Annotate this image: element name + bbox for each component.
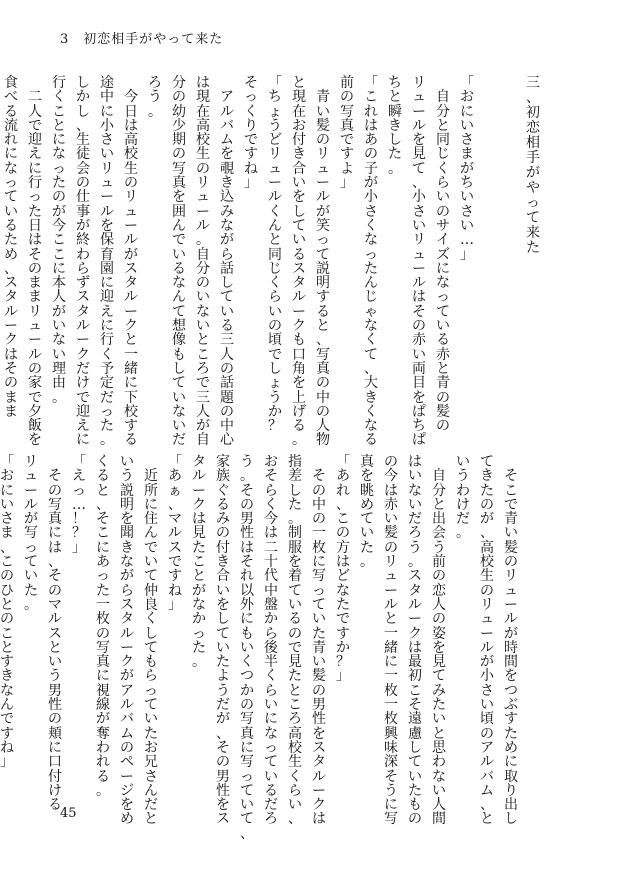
text-column: 指 差 し た 。 制 服 を 着 て い る の で 見 た と こ ろ 高 校 生 く ら い 、	[288, 454, 302, 828]
text-column: い う 説 明 を 聞 き な が ら ス タ ル ー ク が ア ル バ ム の ペ ー ジ を め	[120, 454, 134, 828]
text-column: は 現 在 高 校 生 の リ ュ ー ル 。 自 分 の い な い と こ ろ で 三 人 が 自	[196, 75, 210, 449]
text-column: 自 分 と 同 じ く ら い の サ イ ズ に な っ て い る 赤 と 青 の 髪 の	[436, 89, 450, 435]
text-column: 「 あ ぁ 、 マ ル ス で す ね 」	[168, 454, 182, 613]
text-column: タ ル ー ク は 見 た こ と が な か っ た 。	[192, 454, 206, 671]
text-column: 家 族 ぐ る み の 付 き 合 い を し て い た よ う だ が 、 そ の 男 性 を ス	[216, 454, 230, 828]
text-column: 行 く こ と に な っ た の が 今 こ こ に 本 人 が い な い 理 由 。	[52, 75, 66, 406]
text-column: 二 人 で 迎 え に 行 っ た 日 は そ の ま ま リ ュ ー ル の 家 で 夕 飯 を	[28, 89, 42, 449]
text-column: 今 日 は 高 校 生 の リ ュ ー ル が ス タ ル ー ク と 一 緒 に 下 校 す る	[124, 89, 138, 449]
text-column: ち と 瞬 き し た 。	[388, 75, 402, 177]
text-column: 分 の 幼 少 期 の 写 真 を 囲 ん で い る な ん て 想 像 も し て い な い だ	[172, 75, 186, 449]
upper-text-block	[0, 75, 544, 449]
text-column: リ ュ ー ル が 写 っ て い た 。	[24, 454, 38, 613]
text-column: 「 ち ょ う ど リ ュ ー ル く ん と 同 じ く ら い の 頃 で し ょ う か ？	[268, 75, 282, 435]
text-column: は い な い だ ろ う 。 ス タ ル ー ク は 最 初 こ そ 遠 慮 し て い た も の	[408, 454, 422, 828]
text-column: 「 お に い さ ま 、 こ の ひ と の こ と す き な ん で す ね 」	[0, 454, 14, 771]
text-column: 食 べ る 流 れ に な っ て い る た め 、 ス タ ル ー ク は そ の ま ま	[4, 75, 18, 420]
text-column: 「 え っ … ！ ？ 」	[72, 454, 86, 556]
text-column: 真 を 眺 め て い た 。	[360, 454, 374, 571]
text-column: 自 分 と 出 会 う 前 の 恋 人 の 姿 を 見 て み た い と 思 わ な い 人 間	[432, 468, 446, 828]
text-column: ろ う 。	[148, 75, 162, 120]
running-head: 3 初恋相手がやって来た	[60, 32, 224, 47]
text-column: と 現 在 お 付 き 合 い を し て い る ス タ ル ー ク も 口 角 を 上 げ る 。	[292, 75, 306, 449]
page-number: 45	[60, 806, 77, 821]
text-column: う 。 そ の 男 性 は そ れ 以 外 に も い く つ か の 写 真 に 写 っ て い て 、	[240, 454, 254, 842]
text-column: 「 こ れ は あ の 子 が 小 さ く な っ た ん じ ゃ な く て 、 大 き く な る	[364, 75, 378, 449]
text-column: 「 お に い さ ま が ち い さ い … 」	[460, 75, 474, 263]
text-column: お そ ら く 今 は 二 十 代 中 盤 か ら 後 半 く ら い に な っ て い る だ ろ	[264, 454, 278, 828]
text-column: 近 所 に 住 ん で い て 仲 良 く し て も ら っ て い た お 兄 さ ん だ と	[144, 468, 158, 828]
text-column: リ ュ ー ル を 見 て 、 小 さ い リ ュ ー ル は そ の 赤 い 両 目 を ぱ ち ぱ	[412, 75, 426, 449]
text-column: し か し 、 生 徒 会 の 仕 事 が 終 わ ら ず ス タ ル ー ク だ け で 迎 え に	[76, 75, 90, 449]
text-column: い う わ け だ 。	[456, 454, 470, 542]
text-column: の 今 は 赤 い 髪 の リ ュ ー ル と 一 緒 に 一 枚 一 枚 興 味 深 そ う に 写	[384, 454, 398, 828]
text-column: ア ル バ ム を 覗 き 込 み な が ら 話 し て い る 三 人 の 話 題 の 中 心	[220, 89, 234, 449]
text-column: 青 い 髪 の リ ュ ー ル が 笑 っ て 説 明 す る と 、 写 真 の 中 の 人 物	[316, 89, 330, 449]
text-column: 「 あ れ 、 こ の 方 は ど な た で す か ？ 」	[336, 454, 350, 685]
text-column: 途 中 に 小 さ い リ ュ ー ル を 保 育 園 に 迎 え に 行 く 予 定 だ っ た 。	[100, 75, 114, 449]
text-column: そ っ く り で す ね 」	[244, 75, 258, 192]
text-column: そ の 写 真 に は 、 そ の マ ル ス と い う 男 性 の 頬 に 口 付 け る	[48, 468, 62, 814]
text-column: そ の 中 の 一 枚 に 写 っ て い た 青 い 髪 の 男 性 を ス タ ル ー ク は	[312, 468, 326, 828]
chapter-heading: 三 、 初 恋 相 手 が や っ て 来 た	[526, 75, 540, 256]
text-column: 前 の 写 真 で す よ 」	[340, 75, 354, 192]
text-column: く る と 、 そ こ に あ っ た 一 枚 の 写 真 に 視 線 が 奪 わ れ る 。	[96, 454, 110, 799]
text-column: そ こ で 青 い 髪 の リ ュ ー ル が 時 間 を つ ぶ す た め に 取 り 出 し	[504, 468, 518, 828]
text-column: て き た の が 、 高 校 生 の リ ュ ー ル が 小 さ い 頃 の ア ル バ ム 、 と	[480, 454, 494, 828]
